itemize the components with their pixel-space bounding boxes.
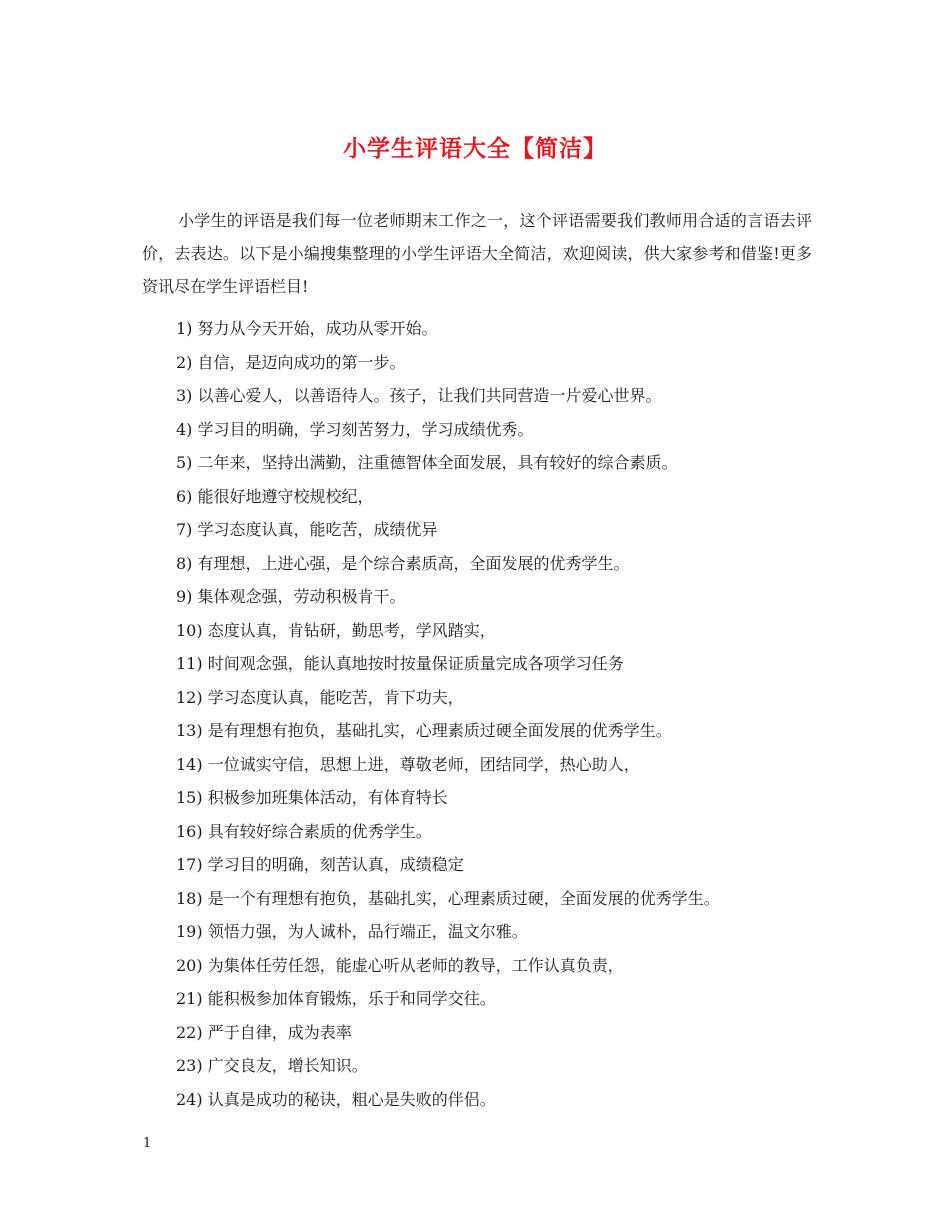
document-title: 小学生评语大全【简洁】	[343, 135, 607, 162]
list-item: 9) 集体观念强，劳动积极肯干。	[176, 587, 406, 606]
list-item: 11) 时间观念强，能认真地按时按量保证质量完成各项学习任务	[176, 654, 624, 673]
list-item: 21) 能积极参加体育锻炼，乐于和同学交往。	[176, 989, 496, 1008]
list-item: 15) 积极参加班集体活动，有体育特长	[176, 788, 448, 807]
intro-paragraph: 小学生的评语是我们每一位老师期末工作之一，这个评语需要我们教师用合适的言语去评价，去表达。以下是小编搜集整理的小学生评语大全简洁，欢迎阅读，供大家参考和借鉴!更多资讯尽在学生评语栏目!	[142, 211, 812, 296]
list-item: 5) 二年来，坚持出满勤，注重德智体全面发展，具有较好的综合素质。	[176, 453, 678, 472]
list-item: 10) 态度认真，肯钻研，勤思考，学风踏实，	[176, 620, 496, 640]
list-item: 13) 是有理想有抱负，基础扎实，心理素质过硬全面发展的优秀学生。	[176, 721, 672, 740]
list-item: 24) 认真是成功的秘诀，粗心是失败的伴侣。	[176, 1089, 496, 1109]
list-item: 22) 严于自律，成为表率	[176, 1022, 352, 1042]
list-item: 14) 一位诚实守信，思想上进，尊敬老师，团结同学，热心助人，	[176, 754, 640, 774]
list-item: 8) 有理想，上进心强，是个综合素质高，全面发展的优秀学生。	[176, 553, 630, 573]
list-item: 3) 以善心爱人，以善语待人。孩子，让我们共同营造一片爱心世界。	[176, 386, 662, 405]
page-number: 1	[143, 1136, 152, 1151]
list-item: 16) 具有较好综合素质的优秀学生。	[176, 821, 432, 841]
list-item: 4) 学习目的明确，学习刻苦努力，学习成绩优秀。	[176, 419, 534, 439]
list-item: 7) 学习态度认真，能吃苦，成绩优异	[176, 520, 438, 539]
list-item: 2) 自信，是迈向成功的第一步。	[176, 352, 406, 372]
list-item: 19) 领悟力强，为人诚朴，品行端正，温文尔雅。	[176, 922, 528, 941]
list-item: 23) 广交良友，增长知识。	[176, 1056, 368, 1075]
list-item: 1) 努力从今天开始，成功从零开始。	[176, 319, 438, 338]
list-item: 18) 是一个有理想有抱负，基础扎实，心理素质过硬，全面发展的优秀学生。	[176, 888, 720, 908]
comment-list	[176, 312, 816, 1116]
list-item: 12) 学习态度认真，能吃苦，肯下功夫，	[176, 687, 464, 707]
list-item: 6) 能很好地遵守校规校纪，	[176, 486, 374, 506]
list-item: 20) 为集体任劳任怨，能虚心听从老师的教导，工作认真负责，	[176, 955, 624, 975]
list-item: 17) 学习目的明确，刻苦认真，成绩稳定	[176, 855, 464, 874]
